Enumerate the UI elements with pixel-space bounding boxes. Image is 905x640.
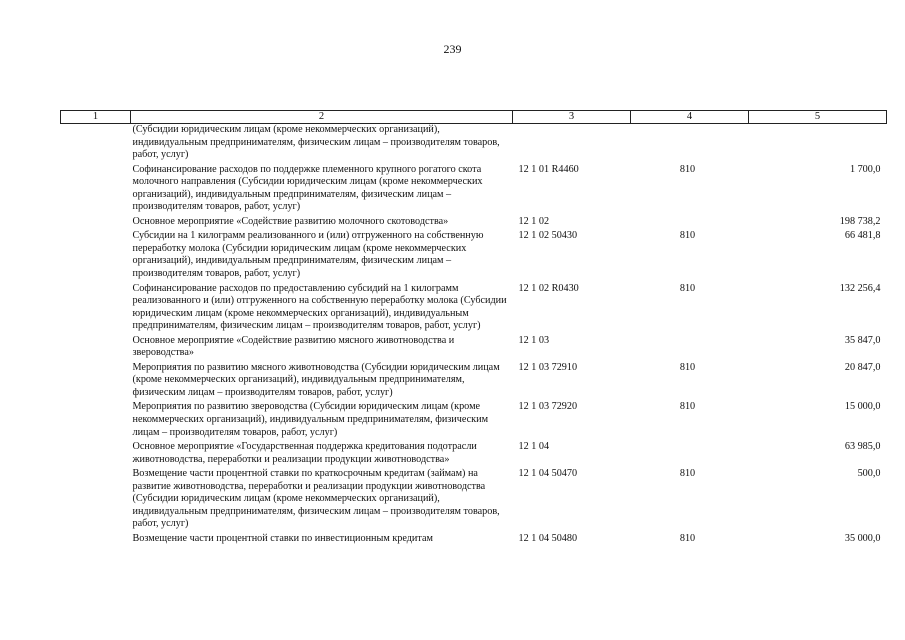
column-header-2: 2 [131, 111, 513, 124]
column-header-1: 1 [61, 111, 131, 124]
page-number: 239 [443, 42, 462, 56]
row-code [513, 124, 631, 164]
row-name: Основное мероприятие «Содействие развитию мясного животноводства и звероводства» [132, 334, 455, 359]
row-name: Основное мероприятие «Содействие развитию молочного скотоводства» [132, 215, 449, 227]
row-amount: 132 256,4 [839, 282, 881, 294]
row-name: Субсидии на 1 килограмм реализованного и (или) отгруженного на собственную переработку молока (Субсидии юридическим лицам (кроме некоммерческих организаций), индивидуальным предпринимателям, физическим лицам – производителям товаров, работ, услуг) [132, 230, 484, 280]
row-name: (Субсидии юридическим лицам (кроме некоммерческих организаций), индивидуальным предпринимателям, физическим лицам – производителям товаров, работ, услуг) [132, 124, 500, 161]
budget-table [60, 110, 887, 548]
row-expense-type: 810 [679, 361, 696, 373]
table-row [61, 441, 887, 468]
row-amount: 1 700,0 [849, 163, 881, 175]
table-row [61, 533, 887, 548]
row-code: 12 1 02 R0430 [518, 282, 579, 294]
table-row [61, 283, 887, 335]
row-expense-type: 810 [679, 468, 696, 480]
row-amount [749, 124, 887, 164]
row-expense-type: 810 [679, 401, 696, 413]
row-name: Софинансирование расходов по предоставлению субсидий на 1 килограмм реализованного и (или) отгруженного на собственную переработку молока (Субсидии юридическим лицам (кроме некоммерческих организаций), индивидуальным предпринимателям, физическим лицам – производителям товаров, работ, услуг) [132, 282, 507, 332]
column-header-3: 3 [513, 111, 631, 124]
table-row [61, 216, 887, 231]
row-name: Основное мероприятие «Государственная поддержка кредитования подотрасли животноводства, переработки и реализации продукции животноводства» [132, 441, 477, 465]
table-row [61, 468, 887, 533]
table-row [61, 164, 887, 216]
row-amount: 35 847,0 [844, 334, 881, 346]
row-amount: 35 000,0 [844, 532, 881, 544]
row-expense-type [631, 335, 749, 362]
row-expense-type: 810 [679, 163, 696, 175]
table-row [61, 335, 887, 362]
column-header-5: 5 [749, 111, 887, 124]
row-name: Возмещение части процентной ставки по инвестиционным кредитам [132, 532, 433, 544]
table-row [61, 124, 887, 164]
row-amount: 15 000,0 [844, 401, 881, 413]
table-body [61, 124, 887, 548]
row-expense-type: 810 [679, 532, 696, 544]
row-amount: 63 985,0 [844, 441, 881, 453]
row-name: Софинансирование расходов по поддержке племенного крупного рогатого скота молочного направления (Субсидии юридическим лицам (кроме некоммерческих организаций), индивидуальным предпринимателям, физическим лицам – производителям товаров, работ, услуг) [132, 163, 483, 213]
column-header-4: 4 [631, 111, 749, 124]
row-name: Возмещение части процентной ставки по краткосрочным кредитам (займам) на развитие животноводства, переработки и реализации продукции животноводства (Субсидии юридическим лицам (кроме некоммерческих организаций), индивидуальным предпринимателям, физическим лицам – производителям товаров, работ, услуг) [132, 468, 500, 530]
row-code: 12 1 02 50430 [518, 230, 578, 242]
row-expense-type [631, 124, 749, 164]
row-code: 12 1 01 R4460 [518, 163, 579, 175]
row-amount: 66 481,8 [844, 230, 881, 242]
row-name: Мероприятия по развитию звероводства (Субсидии юридическим лицам (кроме некоммерческих организаций), индивидуальным предпринимателям, физическим лицам – производителям товаров, работ, услуг) [132, 401, 489, 438]
table-row [61, 362, 887, 402]
row-amount: 198 738,2 [839, 215, 881, 227]
row-code: 12 1 03 72920 [518, 401, 578, 413]
row-code: 12 1 04 50480 [518, 532, 578, 544]
row-expense-type [631, 441, 749, 468]
row-code: 12 1 04 50470 [518, 468, 578, 480]
table-row [61, 230, 887, 282]
table-header-row [61, 111, 887, 124]
row-code: 12 1 03 [518, 334, 550, 346]
row-code: 12 1 04 [518, 441, 550, 453]
table-row [61, 401, 887, 441]
row-amount: 500,0 [857, 468, 881, 480]
row-expense-type: 810 [679, 282, 696, 294]
row-expense-type: 810 [679, 230, 696, 242]
row-code: 12 1 02 [518, 215, 550, 227]
row-amount: 20 847,0 [844, 361, 881, 373]
row-expense-type [631, 216, 749, 231]
row-code: 12 1 03 72910 [518, 361, 578, 373]
row-name: Мероприятия по развитию мясного животноводства (Субсидии юридическим лицам (кроме некоммерческих организаций), индивидуальным предпринимателям, физическим лицам – производителям товаров, работ, услуг) [132, 361, 500, 398]
